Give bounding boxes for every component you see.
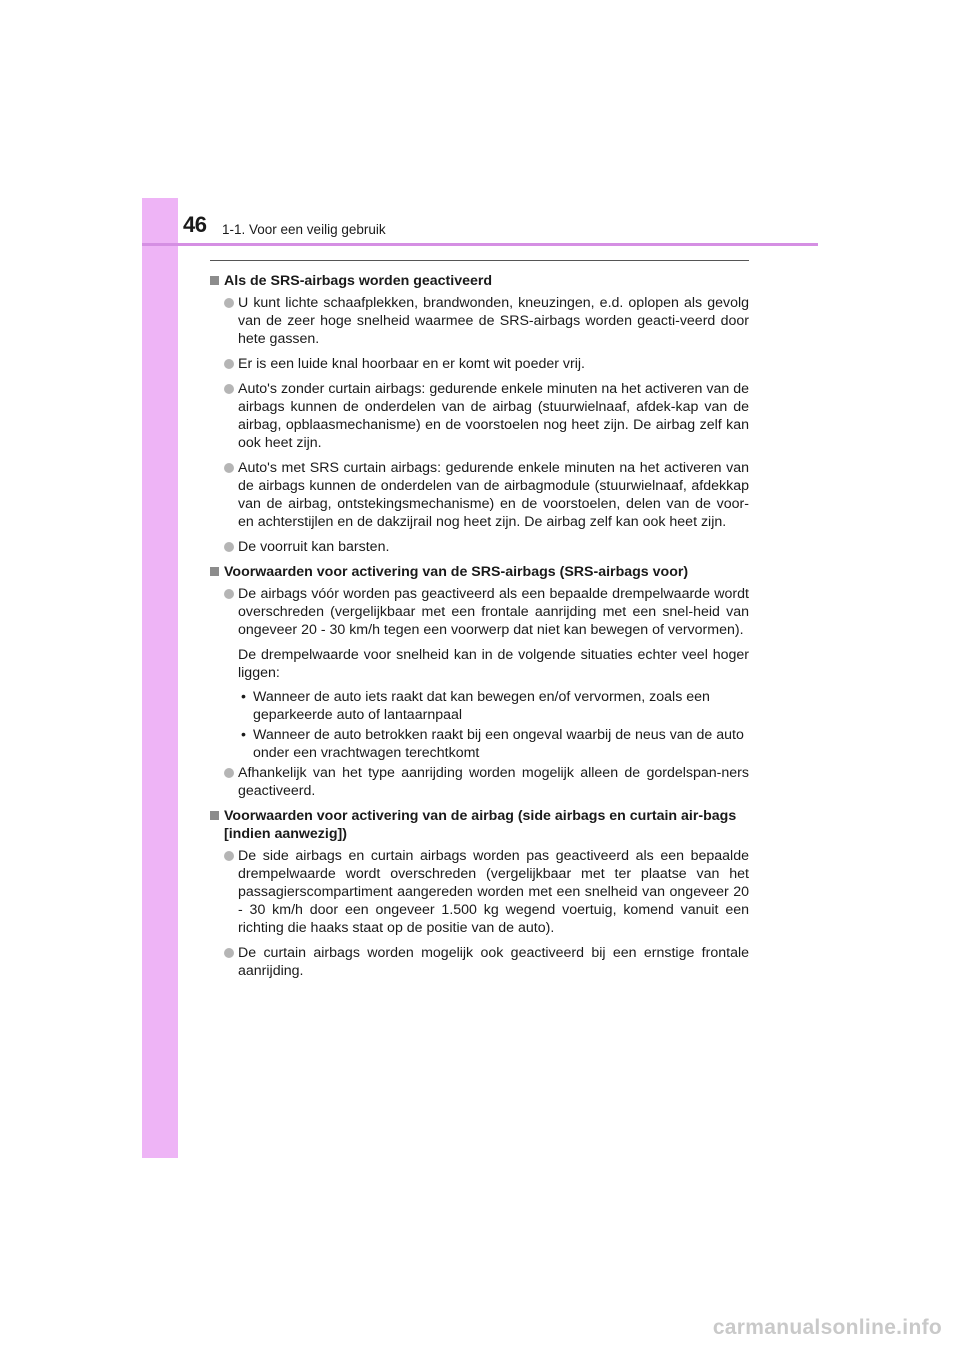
sub-list-item: • Wanneer de auto betrokken raakt bij een ongeval waarbij de neus van de auto onder een vrachtwagen terechtkomt: [241, 727, 744, 761]
side-tab-bar: [142, 198, 178, 1158]
content-area: [210, 266, 749, 987]
section-title: Als de SRS-airbags worden geactiveerd: [210, 272, 749, 290]
bullet-dot-icon: [224, 948, 234, 958]
bullet-dot-icon: [224, 463, 234, 473]
list-item: De airbags vóór worden pas geactiveerd als een bepaalde drempelwaarde wordt overschreden (vergelijkbaar met een frontale aanrijding met een snel-heid van ongeveer 20 - 30 km/h tegen een voorwerp dat niet kan bewegen of vervormen).: [210, 585, 749, 639]
page-number: 46: [183, 212, 207, 237]
bullet-dot-icon: [224, 298, 234, 308]
square-bullet-icon: [210, 811, 219, 820]
header-divider: [142, 243, 818, 246]
bullet-dot-icon: [224, 851, 234, 861]
list-item: U kunt lichte schaafplekken, brandwonden, kneuzingen, e.d. oplopen als gevolg van de zeer hoge snelheid waarmee de SRS-airbags worden geacti-veerd door hete gassen.: [210, 294, 749, 348]
section-title: Voorwaarden voor activering van de SRS-airbags (SRS-airbags voor): [210, 563, 749, 581]
bullet-point-icon: •: [241, 689, 246, 705]
bullet-point-icon: •: [241, 727, 246, 743]
list-item: Er is een luide knal hoorbaar en er komt wit poeder vrij.: [210, 355, 749, 373]
bullet-dot-icon: [224, 384, 234, 394]
list-item: Auto's met SRS curtain airbags: gedurende enkele minuten na het activeren van de airbags kunnen de onderdelen van de airbagmodule (stuurwielnaaf, afdekkap van de airbag, ontstekingsmechanisme) en de voorstoelen, delen van de voor- en achterstijlen en de dakzijrail nog heet zijn. De airbag zelf kan ook heet zijn.: [210, 459, 749, 531]
bullet-dot-icon: [224, 589, 234, 599]
bullet-dot-icon: [224, 359, 234, 369]
paragraph: De drempelwaarde voor snelheid kan in de volgende situaties echter veel hoger liggen:: [238, 647, 749, 681]
content-top-rule: [210, 260, 749, 261]
square-bullet-icon: [210, 276, 219, 285]
list-item: De curtain airbags worden mogelijk ook geactiveerd bij een ernstige frontale aanrijding.: [210, 944, 749, 980]
section-title: Voorwaarden voor activering van de airbag (side airbags en curtain air-bags [indien aanwezig]): [210, 807, 749, 843]
sub-list-item: • Wanneer de auto iets raakt dat kan bewegen en/of vervormen, zoals een geparkeerde auto of lantaarnpaal: [241, 689, 710, 723]
list-item: Afhankelijk van het type aanrijding worden mogelijk alleen de gordelspan-ners geactiveerd.: [210, 764, 749, 800]
chapter-title: 1-1. Voor een veilig gebruik: [222, 222, 386, 237]
watermark-text: carmanualsonline.info: [712, 1316, 942, 1339]
list-item: Auto's zonder curtain airbags: gedurende enkele minuten na het activeren van de airbags kunnen de onderdelen van de airbag (stuurwielnaaf, afdek-kap van de airbag, opblaasmechanisme) en de voorstoelen nog heet zijn. De airbag zelf kan ook heet zijn.: [210, 380, 749, 452]
bullet-dot-icon: [224, 542, 234, 552]
square-bullet-icon: [210, 567, 219, 576]
list-item: De voorruit kan barsten.: [210, 538, 749, 556]
bullet-dot-icon: [224, 768, 234, 778]
list-item: De side airbags en curtain airbags worden pas geactiveerd als een bepaalde drempelwaarde wordt overschreden (vergelijkbaar met ter plaatse van het passagierscompartiment aangereden worden met een snelheid van ongeveer 20 - 30 km/h door een ongeveer 1.500 kg wegend voertuig, komend vanuit een richting die haaks staat op de positie van de auto).: [210, 847, 749, 937]
